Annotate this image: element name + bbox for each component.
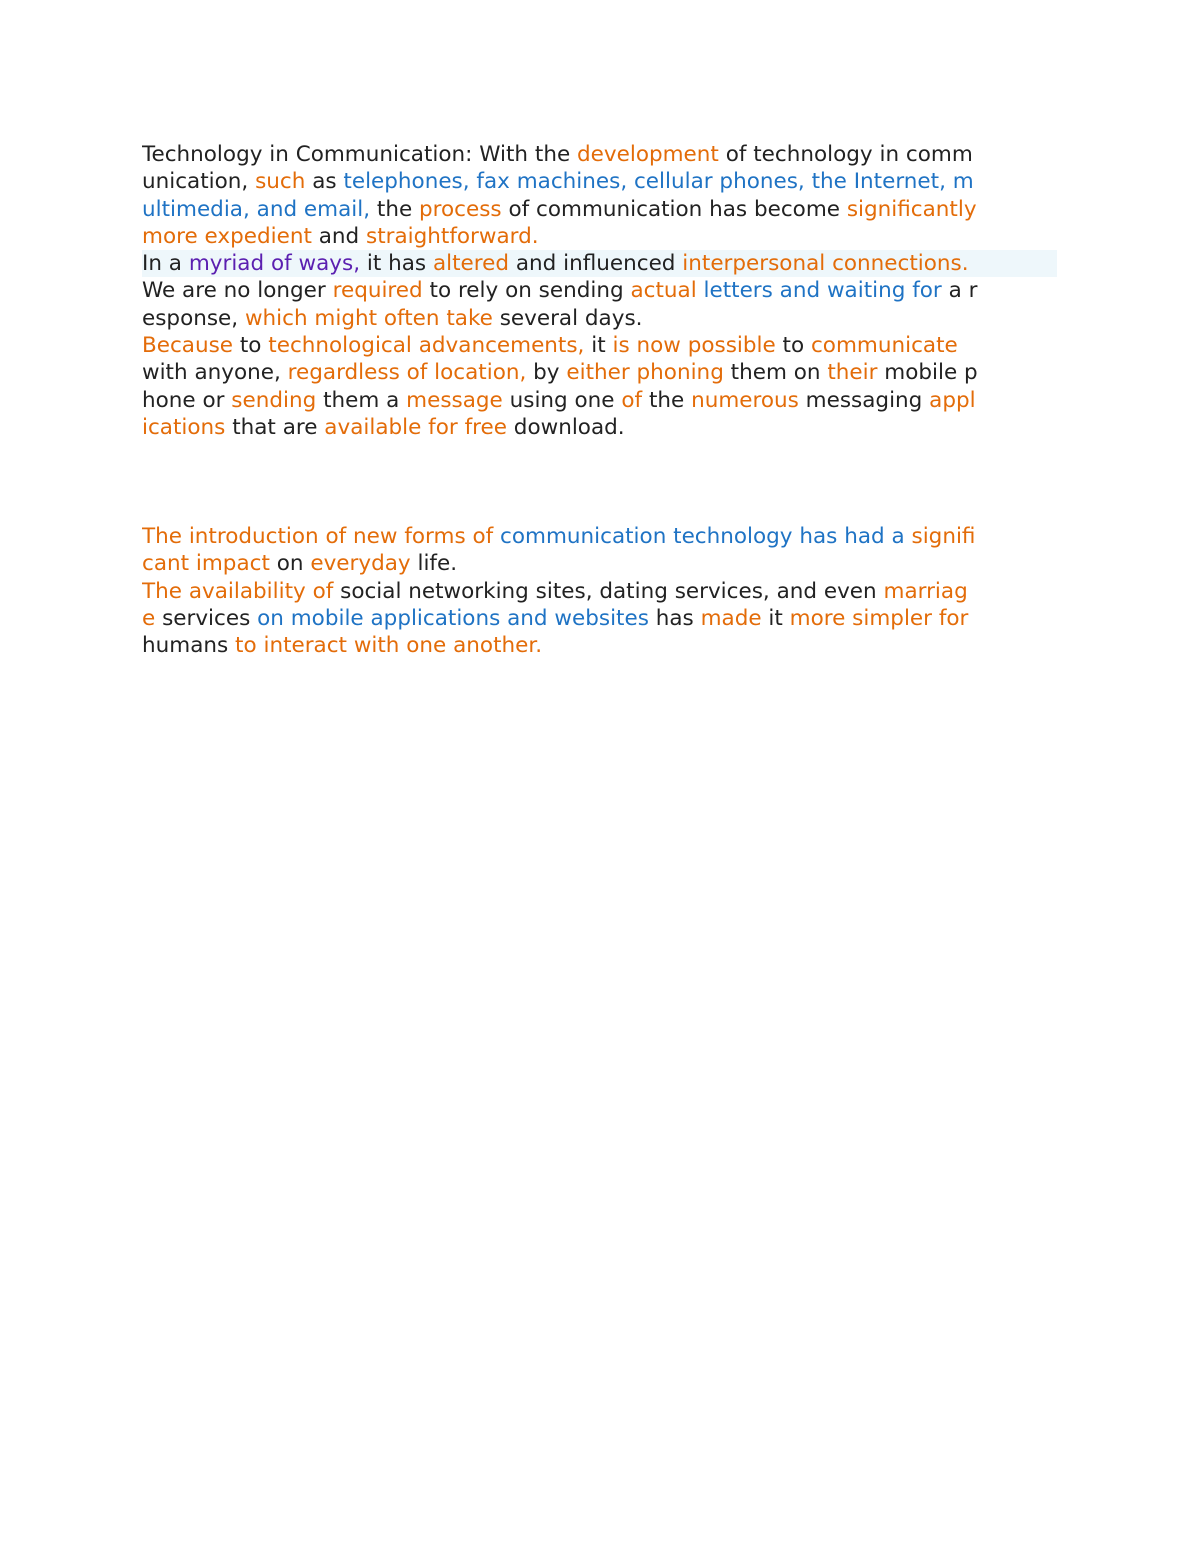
text-segment: the: [642, 387, 692, 413]
text-segment: them a: [316, 387, 407, 413]
text-segment: everyday: [310, 551, 411, 577]
text-segment: In a: [142, 251, 189, 277]
text-line: [142, 250, 1057, 277]
text-segment: available for free: [324, 414, 507, 440]
text-segment: The introduction of new forms of: [142, 524, 501, 549]
text-segment: communication technology has had a: [500, 524, 905, 549]
text-segment: cant impact: [142, 551, 270, 577]
text-segment: to: [233, 333, 269, 359]
text-segment: myriad of ways,: [188, 251, 361, 277]
text-segment: required: [332, 278, 423, 304]
text-line: [142, 305, 1057, 332]
text-line: [142, 414, 1057, 441]
text-segment: and: [311, 223, 367, 249]
text-segment: significantly: [846, 196, 977, 222]
text-segment: made: [700, 605, 762, 631]
text-segment: on: [269, 551, 311, 577]
paragraph-new-forms-of-communication: [142, 523, 1057, 659]
text-segment: mobile p: [877, 360, 978, 386]
text-segment: signifi: [904, 524, 976, 549]
text-line: [142, 632, 1057, 659]
text-segment: by: [526, 360, 567, 386]
text-segment: esponse,: [142, 305, 245, 331]
text-segment: The availability of: [142, 578, 334, 604]
text-segment: services: [155, 605, 258, 631]
text-segment: interpersonal connections.: [682, 251, 969, 277]
text-segment: to rely on sending: [422, 278, 631, 304]
text-segment: regardless of location,: [287, 360, 527, 386]
text-line: [142, 223, 1057, 250]
text-segment: numerous: [691, 387, 799, 413]
text-line: [142, 550, 1057, 577]
text-segment: technological advancements,: [268, 333, 585, 359]
text-segment: of: [621, 387, 643, 413]
text-line: [142, 578, 1057, 605]
text-segment: with anyone,: [142, 360, 288, 386]
text-segment: of technology in comm: [718, 142, 973, 167]
text-segment: hone or: [142, 387, 232, 413]
text-segment: it has: [360, 251, 433, 277]
text-line: [142, 332, 1057, 359]
text-segment: life.: [410, 551, 458, 577]
text-segment: as: [305, 169, 344, 195]
text-segment: message: [406, 387, 503, 413]
text-line: [142, 196, 1057, 223]
text-segment: messaging: [798, 387, 930, 413]
text-segment: is now possible: [612, 333, 776, 359]
text-segment: them on: [723, 360, 828, 386]
text-segment: Technology in Communication: With the: [142, 142, 578, 167]
text-segment: it: [761, 605, 790, 631]
text-line: [142, 359, 1057, 386]
text-segment: which might often take: [244, 305, 493, 331]
text-segment: their: [827, 360, 878, 386]
text-segment: actual: [630, 278, 697, 304]
text-segment: such: [255, 169, 306, 195]
text-segment: communicate: [810, 333, 958, 359]
text-segment: altered: [432, 251, 510, 277]
text-segment: ultimedia, and email,: [142, 196, 371, 222]
text-line: [142, 605, 1057, 632]
text-segment: sending: [231, 387, 317, 413]
text-segment: more expedient: [142, 223, 312, 249]
text-segment: several days.: [492, 305, 643, 331]
text-segment: unication,: [142, 169, 256, 195]
text-segment: on mobile applications and websites: [257, 605, 649, 631]
text-segment: has: [648, 605, 701, 631]
text-segment: more simpler for: [789, 605, 969, 631]
text-segment: a r: [941, 278, 978, 304]
text-segment: of communication has become: [501, 196, 847, 222]
text-line: [142, 141, 1057, 168]
text-line: [142, 168, 1057, 195]
text-segment: straightforward.: [366, 223, 539, 249]
text-segment: development: [577, 142, 719, 167]
text-segment: social networking sites, dating services, and even: [333, 578, 884, 604]
text-segment: process: [419, 196, 502, 222]
text-segment: letters and waiting for: [703, 278, 942, 304]
text-segment: e: [142, 605, 156, 631]
text-segment: [697, 278, 704, 303]
text-segment: using one: [502, 387, 622, 413]
text-segment: to: [775, 333, 811, 359]
text-segment: appl: [929, 387, 976, 413]
text-segment: it: [584, 333, 613, 359]
text-segment: that are: [225, 414, 325, 440]
paragraph-technology-in-communication: [142, 141, 1057, 441]
text-segment: the: [370, 196, 420, 222]
text-segment: Because: [142, 333, 234, 359]
text-segment: humans: [142, 633, 236, 659]
text-segment: telephones, fax machines, cellular phones, the Internet, m: [343, 169, 974, 195]
text-segment: We are no longer: [142, 278, 333, 304]
text-line: [142, 277, 1057, 304]
text-segment: ications: [142, 414, 226, 440]
text-segment: download.: [506, 414, 625, 440]
text-segment: either phoning: [566, 360, 724, 386]
text-line: [142, 387, 1057, 414]
text-segment: marriag: [883, 578, 968, 604]
text-segment: to interact with one another.: [235, 633, 543, 659]
text-segment: and influenced: [509, 251, 683, 277]
text-line: [142, 523, 1057, 550]
